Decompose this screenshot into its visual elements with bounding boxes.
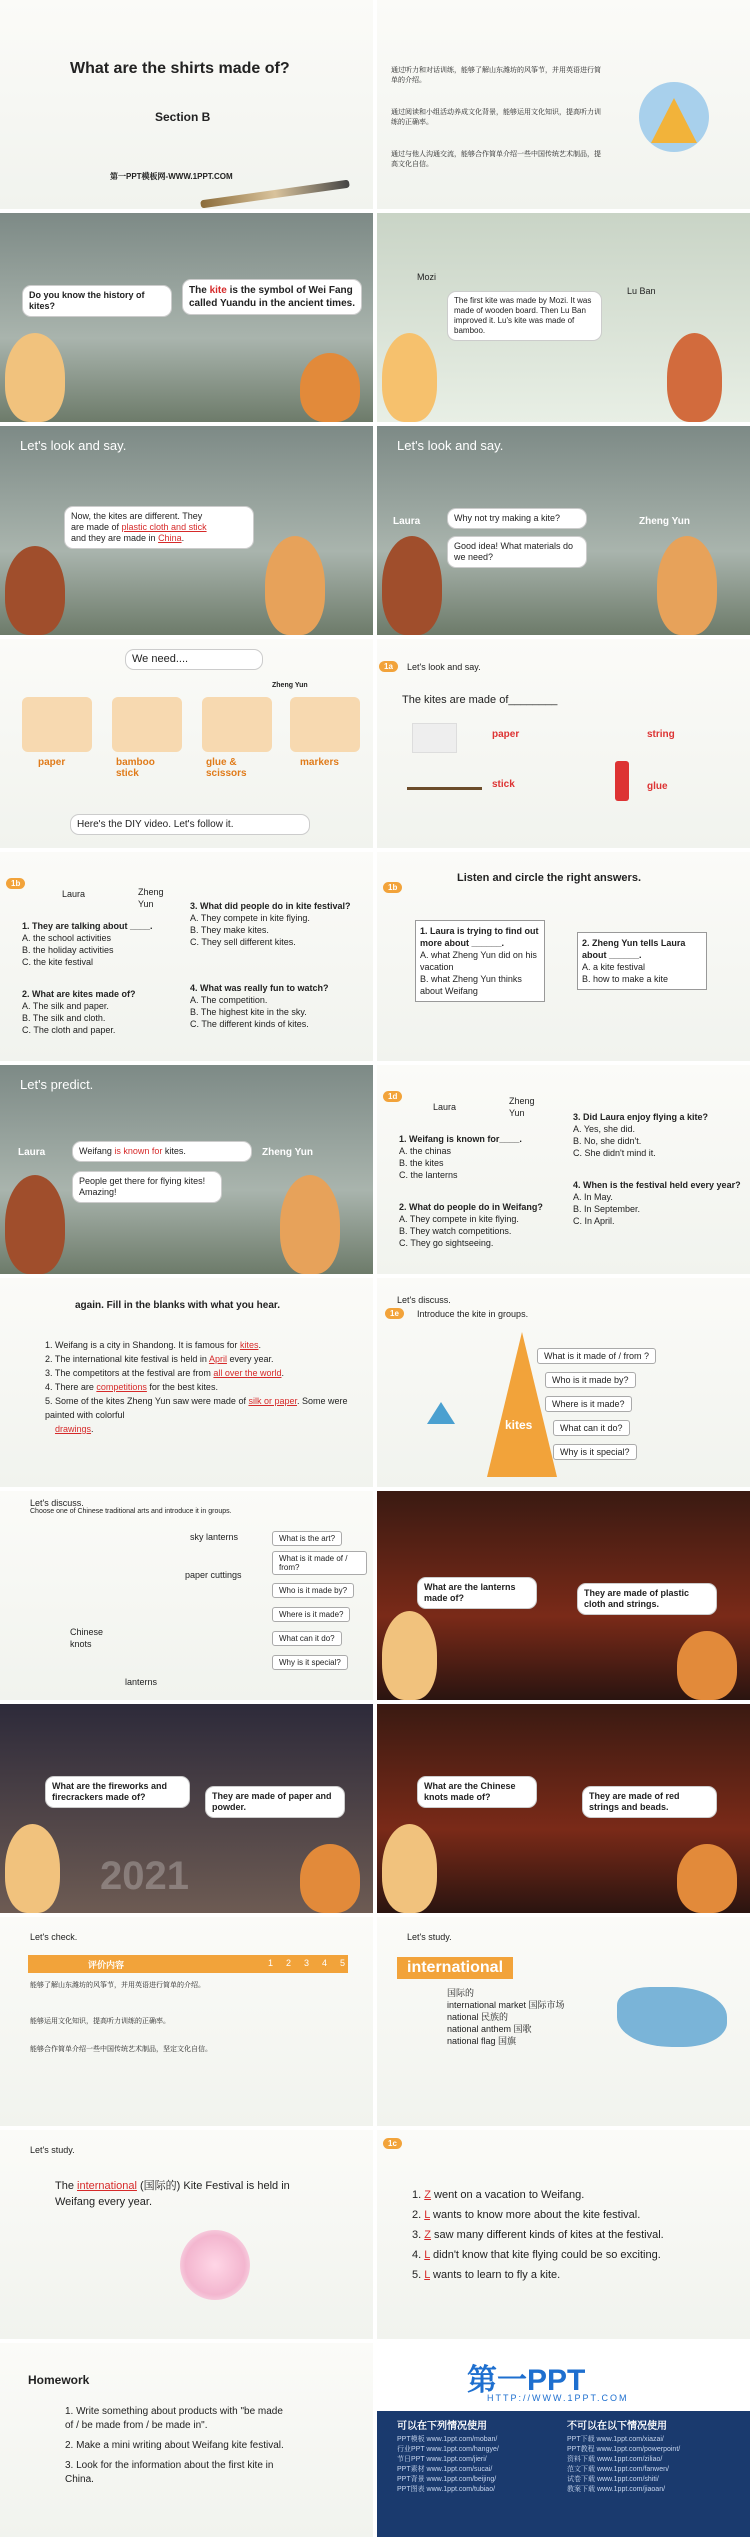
section: Section B — [155, 110, 211, 124]
history-bubble: The first kite was made by Mozi. It was made of wooden board. Then Lu Ban improved it. Lu's kite was made of bamboo. — [447, 291, 602, 341]
cue: Let's study. — [30, 2145, 75, 2155]
girl-figure — [5, 1175, 65, 1274]
glue-icon — [615, 761, 629, 801]
question-bubble: Do you know the history of kites? — [22, 285, 172, 317]
q4: 4. What was really fun to watch? A. The competition. B. The highest kite in the sky. C. The different kinds of kites. — [190, 983, 329, 1029]
laura-label: Laura — [18, 1147, 46, 1158]
bubble-2: People get there for flying kites! Amazing! — [72, 1171, 222, 1203]
cue-header: Let's look and say. — [20, 438, 127, 453]
instruction: Listen and circle the right answers. — [457, 872, 641, 884]
kite-icon — [427, 1402, 455, 1424]
slide-1a — [377, 639, 750, 848]
tag-1d: 1d — [383, 1091, 402, 1102]
question-6: Why is it special? — [272, 1655, 348, 1670]
box-2: 2. Zheng Yun tells Laura about ______. A. a kite festival B. how to make a kite — [577, 932, 707, 990]
objective-2: 通过阅读和小组活动养成文化背景，能够运用文化知识，提高听力训练的正确率。 — [391, 109, 601, 126]
girl-figure — [677, 1631, 737, 1700]
homework-list: 1. Write something about products with "be made of / be made from / be made in". 2. Make a mini writing about Weifang kite festival. 3. Look for the information about the first kite in China. — [65, 2406, 284, 2485]
slide-fireworks — [0, 1704, 373, 1913]
slide-study-sentence — [0, 2130, 373, 2339]
boy-figure — [280, 1175, 340, 1274]
description-bubble: Now, the kites are different. They are made of plastic cloth and stick and they are made in China. — [64, 506, 254, 549]
item-glue: glue & scissors — [206, 757, 247, 779]
tag-1b: 1b — [6, 878, 25, 889]
stick-icon — [407, 787, 482, 790]
answer-bubble: They are made of paper and powder. — [205, 1786, 345, 1818]
art-paper-cuttings: paper cuttings — [185, 1570, 242, 1580]
slide-discuss-arts — [0, 1491, 373, 1700]
slide-1c — [377, 2130, 750, 2339]
slide-study-international — [377, 1917, 750, 2126]
question-bubble: What are the Chinese knots made of? — [417, 1776, 537, 1808]
slide-homework — [0, 2343, 373, 2537]
material-glue: glue — [647, 781, 668, 792]
center-label: kites — [505, 1418, 533, 1432]
tag-1a: 1a — [379, 661, 398, 672]
intro: Introduce the kite in groups. — [417, 1309, 529, 1319]
markers-image — [290, 697, 360, 752]
girl-figure — [677, 1844, 737, 1913]
fill-lines: 1. Weifang is a city in Shandong. It is famous for kites. 2. The international kite festival is held in April every year. 3. The competitors at the festival are from all over the world. 4. There are competitions for the best kites. 5. Some of the kites Zheng Yun saw were made of silk or paper. Some were painted with colorful drawings. — [45, 1340, 348, 1434]
year-text: 2021 — [100, 1854, 189, 1898]
girl-figure — [300, 1844, 360, 1913]
boy-figure — [667, 333, 722, 422]
homework-title: Homework — [28, 2373, 90, 2387]
title: What are the shirts made of? — [70, 60, 290, 77]
objective-3: 通过与他人沟通交流，能够合作简单介绍一些中国传统艺术制品，提高文化自信。 — [391, 151, 601, 168]
slide-history — [0, 213, 373, 422]
bubble-2: Good idea! What materials do we need? — [447, 536, 587, 568]
slide-materials — [0, 639, 373, 848]
material-string: string — [647, 729, 675, 740]
slide-look-say-2 — [377, 426, 750, 635]
slide-check — [0, 1917, 373, 2126]
bubble-1: Weifang is known for kites. — [72, 1141, 252, 1162]
glue-image — [202, 697, 272, 752]
laura-label: Laura — [393, 516, 421, 527]
boy-figure — [382, 1611, 437, 1700]
zheng-label: Zheng Yun — [262, 1147, 313, 1158]
question-2: Who is it made by? — [545, 1372, 636, 1388]
cue: Let's discuss. — [397, 1295, 451, 1305]
girl-figure — [300, 353, 360, 422]
answer-bubble: They are made of plastic cloth and strings. — [577, 1583, 717, 1615]
material-paper: paper — [492, 729, 520, 740]
zheng-label: Zheng Yun — [272, 682, 308, 689]
slide-discuss-kite — [377, 1278, 750, 1487]
girl-figure — [382, 536, 442, 635]
item-bamboo: bamboo stick — [116, 757, 155, 779]
laura-label: Laura — [62, 889, 86, 899]
question-3: Who is it made by? — [272, 1583, 354, 1598]
cue: Let's look and say. — [407, 662, 481, 672]
question-4: What can it do? — [553, 1420, 630, 1436]
instruction: again. Fill in the blanks with what you hear. — [75, 1300, 281, 1311]
art-lanterns: lanterns — [125, 1677, 158, 1687]
girl-figure — [382, 333, 437, 422]
answer-lines: 1. Z went on a vacation to Weifang. 2. L wants to know more about the kite festival. 3. Z saw many different kinds of kites at the festival. 4. L didn't know that kite flying could be so exciting. 5. L wants to learn to fly a kite. — [412, 2189, 664, 2281]
need-bubble: We need.... — [125, 649, 263, 670]
zheng-label: Zheng Yun — [138, 887, 164, 909]
source-text: 第一PPT模板网-WWW.1PPT.COM — [110, 172, 233, 181]
boy-figure — [5, 333, 65, 422]
pen-decoration — [200, 180, 350, 209]
boy-figure — [5, 1824, 60, 1913]
slide-1b-questions — [0, 852, 373, 1061]
cue: Let's study. — [407, 1932, 452, 1942]
diy-bubble: Here's the DIY video. Let's follow it. — [70, 814, 310, 835]
cue: Let's discuss. — [30, 1498, 84, 1508]
question-bubble: What are the lanterns made of? — [417, 1577, 537, 1609]
bamboo-image — [112, 697, 182, 752]
boy-figure — [657, 536, 717, 635]
zheng-label: Zheng Yun — [639, 516, 690, 527]
item-markers: markers — [300, 757, 339, 768]
zheng-label: Zheng Yun — [509, 1096, 535, 1118]
boy-figure — [382, 1824, 437, 1913]
paper-icon — [412, 723, 457, 753]
slide-fill-blanks — [0, 1278, 373, 1487]
slide-objectives — [377, 0, 750, 209]
slide-mozi — [377, 213, 750, 422]
question-1: What is it made of / from ? — [537, 1348, 656, 1364]
cue-header: Let's look and say. — [397, 438, 504, 453]
bubble-1: Why not try making a kite? — [447, 508, 587, 529]
luban-label: Lu Ban — [627, 286, 656, 296]
sentence: The kites are made of________ — [402, 694, 558, 706]
answer-bubble: They are made of red strings and beads. — [582, 1786, 717, 1818]
slide-predict — [0, 1065, 373, 1274]
q2: 2. What do people do in Weifang? A. They compete in kite flying. B. They watch competitions. C. They go sightseeing. — [399, 1202, 543, 1248]
question-1: What is the art? — [272, 1531, 342, 1546]
logo-url: HTTP://WWW.1PPT.COM — [487, 2393, 629, 2403]
logo-text: 第一PPT — [467, 2364, 586, 2397]
question-4: Where is it made? — [272, 1607, 350, 1622]
question-5: What can it do? — [272, 1631, 342, 1646]
q4: 4. When is the festival held every year? A. In May. B. In September. C. In April. — [573, 1180, 741, 1226]
credits-panel: 可以在下列情况使用 不可以在以下情况使用 PPT模板 www.1ppt.com/moban/ 行业PPT www.1ppt.com/hangye/ 节日PPT www.1ppt.com/jieri/ PPT素材 www.1ppt.com/sucai/ PPT背景 www.1ppt.com/beijing/ PPT图表 www.1ppt.com/tubiao/ PPT下载 www.1ppt.com/xiazai/ PPT教程 www.1ppt.com/powerpoint/ 资料下载 www.1ppt.com/ziliao/ 范文下载 www.1ppt.com/fanwen/ 试卷下载 www.1ppt.com/shiti/ 教案下载 www.1ppt.com/jiaoan/ — [377, 2411, 750, 2537]
task: Choose one of Chinese traditional arts and introduce it in groups. — [30, 1508, 232, 1515]
art-chinese-knots: Chinese knots — [70, 1627, 104, 1649]
q3: 3. What did people do in kite festival? A. They compete in kite flying. B. They make kites. C. They sell different kites. — [190, 901, 351, 947]
objective-1: 通过听力和对话训练，能够了解山东潍坊的风筝节，并用英语进行简单的介绍。 — [391, 67, 601, 84]
mozi-label: Mozi — [417, 272, 437, 282]
table-header: 评价内容 1 2 3 4 5 — [28, 1955, 348, 1973]
boy-figure — [265, 536, 325, 635]
question-5: Why is it special? — [553, 1444, 637, 1460]
answer-bubble: The kite is the symbol of Wei Fang called Yuandu in the ancient times. — [182, 279, 362, 315]
slide-title — [0, 0, 373, 209]
laura-label: Laura — [433, 1102, 457, 1112]
q1: 1. Weifang is known for____. A. the chinas B. the kites C. the lanterns — [399, 1134, 522, 1180]
slide-look-say-1 — [0, 426, 373, 635]
cue-header: Let's predict. — [20, 1077, 94, 1092]
word-list: 国际的 international market 国际市场 national 民族的 national anthem 国歌 national flag 国旗 — [447, 1988, 565, 2046]
question-bubble: What are the fireworks and firecrackers made of? — [45, 1776, 190, 1808]
paper-image — [22, 697, 92, 752]
girl-figure — [5, 546, 65, 635]
check-row-1: 能够了解山东潍坊的风筝节，并用英语进行简单的介绍。 — [30, 1982, 205, 1989]
word-banner: international — [397, 1957, 513, 1979]
check-row-2: 能够运用文化知识，提高听力训练的正确率。 — [30, 2018, 170, 2025]
mountain-icon — [639, 82, 709, 152]
slide-credits — [377, 2343, 750, 2537]
slide-knots — [377, 1704, 750, 1913]
question-2: What is it made of / from? — [272, 1551, 367, 1575]
q1: 1. They are talking about ____. A. the school activities B. the holiday activities C. the kite festival — [22, 921, 153, 967]
item-paper: paper — [38, 757, 66, 768]
slide-1b-circle — [377, 852, 750, 1061]
tag-1e: 1e — [385, 1308, 404, 1319]
world-map-icon — [617, 1987, 727, 2047]
q2: 2. What are kites made of? A. The silk and paper. B. The silk and cloth. C. The cloth and paper. — [22, 989, 136, 1035]
check-row-3: 能够合作简单介绍一些中国传统艺术制品，坚定文化自信。 — [30, 2046, 212, 2053]
tag-1b: 1b — [383, 882, 402, 893]
study-sentence: The international (国际的) Kite Festival is held in Weifang every year. — [55, 2180, 290, 2208]
slide-1d — [377, 1065, 750, 1274]
tag-1c: 1c — [383, 2138, 402, 2149]
q3: 3. Did Laura enjoy flying a kite? A. Yes, she did. B. No, she didn't. C. She didn't mind it. — [573, 1112, 709, 1158]
cue: Let's check. — [30, 1932, 78, 1942]
question-3: Where is it made? — [545, 1396, 632, 1412]
box-1: 1. Laura is trying to find out more about ______. A. what Zheng Yun did on his vacation B. what Zheng Yun thinks about Weifang — [415, 920, 545, 1002]
art-sky-lanterns: sky lanterns — [190, 1532, 239, 1542]
kite-drawing — [180, 2230, 250, 2300]
slide-lanterns — [377, 1491, 750, 1700]
material-stick: stick — [492, 779, 515, 790]
